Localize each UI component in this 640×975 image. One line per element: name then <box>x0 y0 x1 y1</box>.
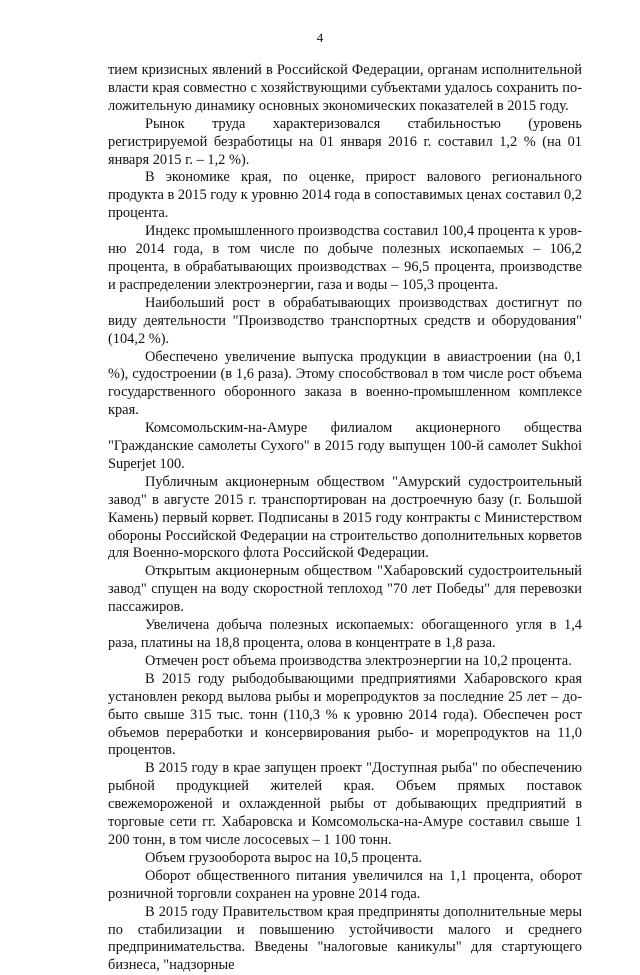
paragraph: Публичным акционерным обществом "Амурский судостроительный завод" в августе 2015 г. транспортирован на достроечную базу (г. Большой Камень) первый корвет. Подписаны в 2015 году контракты с Министерством обороны Российской Федерации на строительство дополнительных корветов для Военно-морского флота Российской Федерации. <box>108 473 582 562</box>
paragraph: Обеспечено увеличение выпуска продукции в авиастроении (на 0,1 %), судостроении (в 1,6 раза). Этому способствовал в том числе рост объема государственного оборонного заказа в военно-промышленном комплексе края. <box>108 348 582 419</box>
paragraph: В 2015 году Правительством края предприняты дополнительные меры по стабилизации и повышению устойчивости малого и среднего предпринимательства. Введены "налоговые каникулы" для стартующего бизнеса, "надзорные <box>108 903 582 974</box>
paragraph: Открытым акционерным обществом "Хабаровский судостроительный завод" спущен на воду скоростной теплоход "70 лет Победы" для перевозки пассажиров. <box>108 563 582 616</box>
paragraph: Отмечен рост объема производства электроэнергии на 10,2 процента. <box>145 652 572 669</box>
paragraph: В экономике края, по оценке, прирост валового регионального продукта в 2015 году к уровню 2014 года в сопоставимых ценах составил 0,2 процента. <box>108 169 582 222</box>
document-body <box>108 62 582 975</box>
paragraph: тием кризисных явлений в Российской Федерации, органам исполнительной власти края совместно с хозяйствующими субъектами удалось сохранить положительную динамику основных экономических показателей в 2015 году. <box>108 62 582 114</box>
paragraph: Наибольший рост в обрабатывающих производствах достигнут по виду деятельности "Производство транспортных средств и оборудования" (104,2 %). <box>108 294 582 347</box>
paragraph: Индекс промышленного производства составил 100,4 процента к уровню 2014 года, в том числе по добыче полезных ископаемых – 106,2 процента, в обрабатывающих производствах – 96,5 процента, производстве и распределении электроэнергии, газа и воды – 105,3 процента. <box>108 223 582 293</box>
paragraph: Комсомольским-на-Амуре филиалом акционерного общества "Гражданские самолеты Сухого" в 2015 году выпущен 100-й самолет Sukhoi Superjet 100. <box>108 420 582 472</box>
paragraph: Оборот общественного питания увеличился на 1,1 процента, оборот розничной торговли сохранен на уровне 2014 года. <box>108 867 582 902</box>
paragraph: Рынок труда характеризовался стабильностью (уровень регистрируемой безработицы на 01 января 2016 г. составил 1,2 % (на 01 января 2015 г. – 1,2 %). <box>108 115 582 168</box>
paragraph: Увеличена добыча полезных ископаемых: обогащенного угля в 1,4 раза, платины на 18,8 процента, олова в концентрате в 1,8 раза. <box>108 617 582 651</box>
paragraph: В 2015 году в крае запущен проект "Доступная рыба" по обеспечению рыбной продукцией жителей края. Объем прямых поставок свежемороженой и охлажденной рыбы от добывающих предприятий в торговые сети гг. Хабаровска и Комсомольска-на-Амуре составил свыше 1 200 тонн, в том числе лососевых – 1 100 тонн. <box>108 760 582 848</box>
page-number: 4 <box>316 30 324 45</box>
paragraph: Объем грузооборота вырос на 10,5 процента. <box>145 849 423 866</box>
paragraph: В 2015 году рыбодобывающими предприятиями Хабаровского края установлен рекорд вылова рыбы и морепродуктов за последние 25 лет – добыто свыше 315 тыс. тонн (110,3 % к уровню 2014 года). Обеспечен рост объемов переработки и консервирования рыбо- и морепродуктов на 11,0 процентов. <box>108 670 582 759</box>
